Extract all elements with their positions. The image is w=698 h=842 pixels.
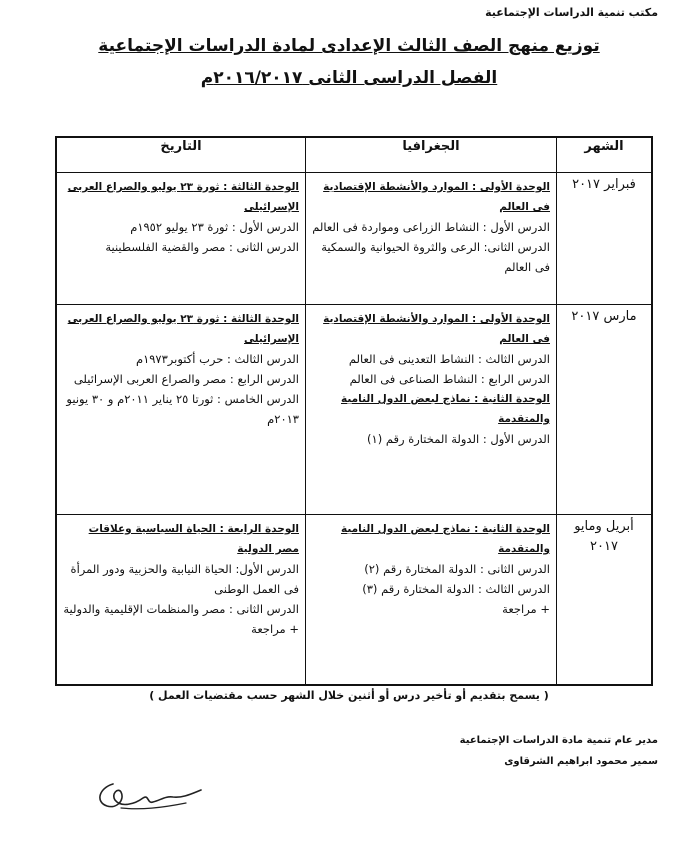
lesson: الدرس الثانى : مصر والقضية الفلسطينية	[105, 240, 299, 254]
signature-icon	[91, 770, 206, 820]
term-title: الفصل الدراسى الثانى ٢٠١٦/٢٠١٧م	[200, 68, 498, 88]
document-title: توزيع منهج الصف الثالث الإعدادى لمادة الدراسات الإجتماعية	[98, 36, 600, 56]
table-row	[56, 173, 652, 305]
history-cell	[56, 515, 306, 685]
lesson: الدرس الثالث : النشاط التعدينى فى العالم	[348, 352, 550, 366]
lesson: + مراجعة	[502, 602, 550, 616]
curriculum-table	[55, 136, 653, 686]
lesson: الدرس الثانى : الدولة المختارة رقم (٢)	[364, 562, 550, 576]
office-name: مكتب تنمية الدراسات الإجتماعية	[485, 6, 658, 19]
month-cell: فبراير ٢٠١٧	[557, 173, 653, 305]
unit-title: الوحدة الأولى : الموارد والأنشطة الإقتصادية فى العالم	[323, 313, 550, 345]
lesson: الدرس الرابع : النشاط الصناعى فى العالم	[349, 372, 550, 386]
lesson: الدرس الثانى : مصر والمنظمات الإقليمية والدولية + مراجعة	[63, 602, 299, 636]
history-cell	[56, 173, 306, 305]
director-title: مدير عام تنمية مادة الدراسات الإجتماعية	[459, 735, 658, 746]
lesson: الدرس الثالث : حرب أكتوبر١٩٧٣م	[135, 352, 299, 366]
unit-title: الوحدة الثالثة : ثورة ٢٣ يوليو والصراع العربى الإسرائيلى	[67, 313, 299, 345]
lesson: الدرس الأول : ثورة ٢٣ يوليو ١٩٥٢م	[130, 220, 299, 234]
header-geography: الجغرافيا	[306, 137, 557, 173]
director-name: سمير محمود ابراهيم الشرقاوى	[504, 756, 658, 767]
table-row	[56, 305, 652, 515]
header-history: التاريخ	[56, 137, 306, 173]
month-cell: أبريل ومايو ٢٠١٧	[557, 515, 653, 685]
table-row	[56, 515, 652, 685]
unit-title: الوحدة الثالثة : ثورة ٢٣ يوليو والصراع العربى الإسرائيلى	[67, 181, 299, 213]
unit-title: الوحدة الثانية : نماذج لبعض الدول النامية والمتقدمة	[341, 393, 550, 425]
unit-title: الوحدة الثانية : نماذج لبعض الدول النامية والمتقدمة	[341, 523, 550, 555]
lesson: الدرس الخامس : ثورتا ٢٥ يناير ٢٠١١م و ٣٠ يونيو ٢٠١٣م	[66, 392, 299, 426]
schedule-note: ( يسمح بتقديم أو تأخير درس أو أثنين خلال الشهر حسب مقتضيات العمل )	[149, 689, 549, 702]
unit-title: الوحدة الأولى : الموارد والأنشطة الإقتصادية فى العالم	[323, 181, 550, 213]
unit-title: الوحدة الرابعة : الحياة السياسية وعلاقات مصر الدولية	[88, 523, 299, 555]
header-month: الشهر	[557, 137, 653, 173]
geography-cell	[306, 173, 557, 305]
geography-cell	[306, 515, 557, 685]
lesson: الدرس الأول : الدولة المختارة رقم (١)	[367, 432, 550, 446]
geography-cell	[306, 305, 557, 515]
lesson: الدرس الأول : النشاط الزراعى ومواردة فى العالم	[312, 220, 550, 234]
lesson: الدرس الأول: الحياة النيابية والحزبية ودور المرأة فى العمل الوطنى	[70, 562, 299, 596]
history-cell	[56, 305, 306, 515]
table-header-row	[56, 137, 652, 173]
lesson: الدرس الثانى: الرعى والثروة الحيوانية والسمكية فى العالم	[321, 240, 550, 274]
month-cell: مارس ٢٠١٧	[557, 305, 653, 515]
lesson: الدرس الثالث : الدولة المختارة رقم (٣)	[362, 582, 550, 596]
lesson: الدرس الرابع : مصر والصراع العربى الإسرائيلى	[73, 372, 299, 386]
